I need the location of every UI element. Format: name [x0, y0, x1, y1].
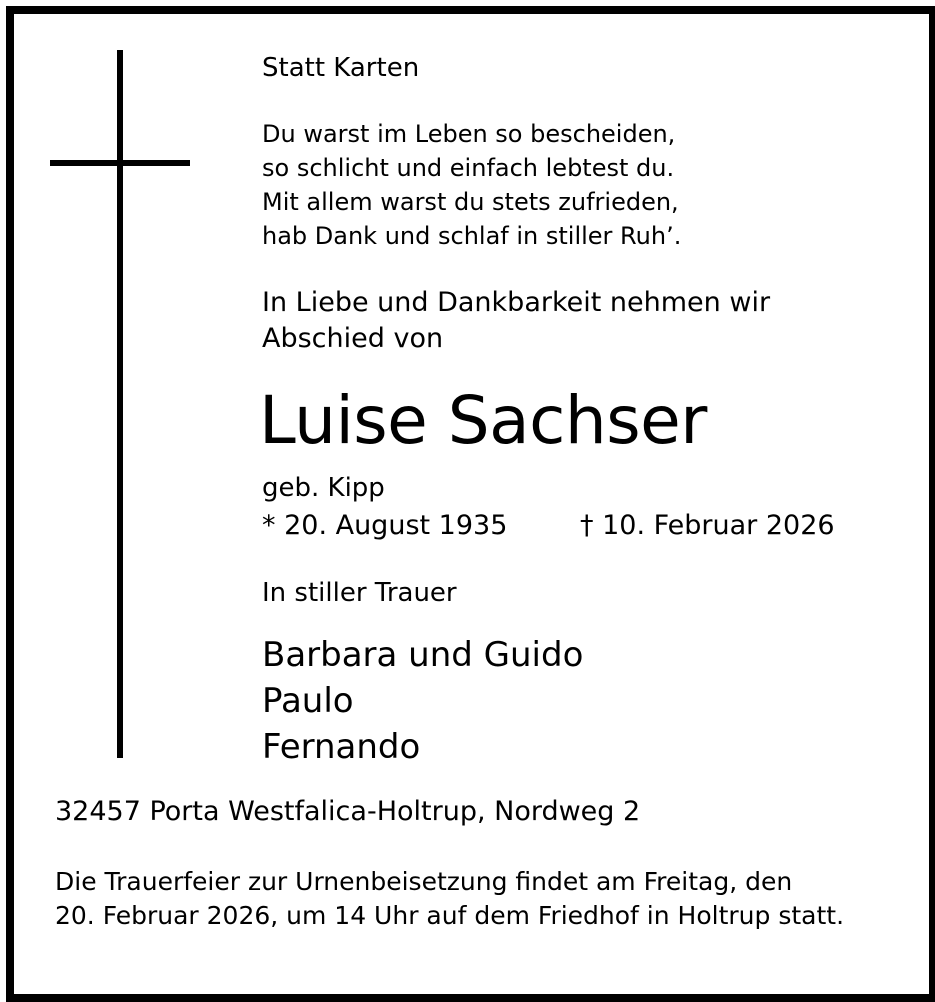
birth-date: * 20. August 1935 — [262, 510, 508, 541]
farewell-line: Abschied von — [262, 323, 444, 354]
mourner-name: Barbara und Guido — [262, 635, 584, 675]
death-date: † 10. Februar 2026 — [580, 510, 835, 541]
maiden-name: geb. Kipp — [262, 473, 385, 503]
intro-text: Statt Karten — [262, 53, 420, 83]
poem — [262, 117, 681, 253]
poem-line: Mit allem warst du stets zufrieden, — [262, 188, 679, 216]
cross-horizontal-bar — [50, 160, 190, 166]
deceased-name: Luise Sachser — [259, 382, 707, 459]
poem-line: hab Dank und schlaf in stiller Ruh’. — [262, 222, 682, 250]
mourner-name: Paulo — [262, 681, 354, 721]
service-info — [55, 865, 844, 933]
cross-vertical-bar — [117, 50, 123, 758]
service-line: 20. Februar 2026, um 14 Uhr auf dem Friedhof in Holtrup statt. — [55, 901, 845, 930]
address: 32457 Porta Westfalica-Holtrup, Nordweg 2 — [55, 796, 641, 827]
poem-line: Du warst im Leben so bescheiden, — [262, 120, 676, 148]
farewell-text — [262, 285, 770, 357]
farewell-line: In Liebe und Dankbarkeit nehmen wir — [262, 287, 771, 318]
poem-line: so schlicht und einfach lebtest du. — [262, 154, 675, 182]
mourning-intro: In stiller Trauer — [262, 578, 457, 608]
mourners-list — [262, 632, 583, 770]
mourner-name: Fernando — [262, 727, 421, 767]
service-line: Die Trauerfeier zur Urnenbeisetzung findet am Freitag, den — [55, 867, 793, 896]
